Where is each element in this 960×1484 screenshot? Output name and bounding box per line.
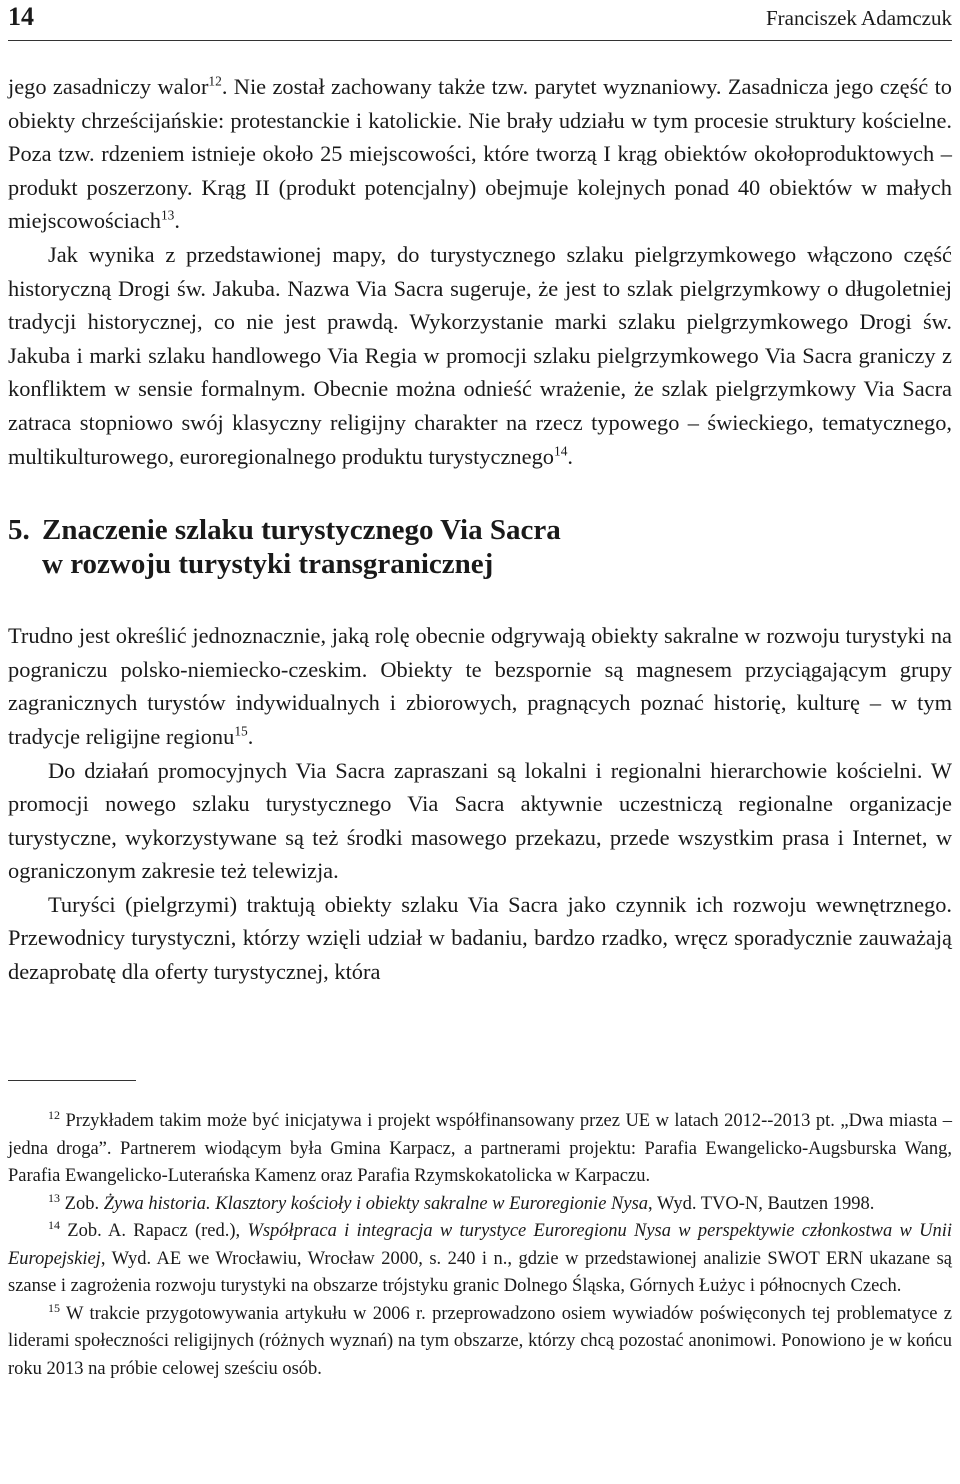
footnote-text: , Wyd. AE we Wrocławiu, Wrocław 2000, s. 240 i n., gdzie w przedstawionej analizie SWOT ERN ukazane są szanse i zagrożenia rozwoju turystyki na obszarze trójstyku granic Dolnego Śląska, Górnych Łużyc i północnych Czech. bbox=[8, 1248, 952, 1296]
section-title-line2: w rozwoju turystyki transgranicznej bbox=[42, 548, 494, 581]
footnote-title: Współpraca i integracja w turystyce Euroregionu Nysa w perspektywie członkostwa w Unii Europejskiej bbox=[8, 1221, 952, 1269]
footnote-divider bbox=[8, 1080, 136, 1081]
paragraph-text: . bbox=[247, 723, 254, 749]
footnote-number: 12 bbox=[48, 1107, 61, 1122]
footnote-ref: 15 bbox=[234, 723, 248, 739]
footnote-13 bbox=[8, 1191, 952, 1219]
footnote-text: W trakcie przygotowywania artykułu w 2006 r. przeprowadzono osiem wywiadów poświęconych tej problematyce z liderami społeczności religijnych (różnych wyznań) na tym obszarze, którzy chcą pozostać anonimowi. Ponowiono je w końcu roku 2013 na próbie celowej sześciu osób. bbox=[8, 1303, 952, 1379]
footnote-ref: 12 bbox=[208, 73, 222, 89]
footnote-14 bbox=[8, 1218, 952, 1301]
paragraph bbox=[8, 619, 952, 753]
footnote-text: Zob. bbox=[64, 1193, 104, 1214]
footnote-ref: 14 bbox=[553, 443, 568, 459]
paragraph-text: jego zasadniczy walor bbox=[8, 74, 209, 99]
paragraph-text: . bbox=[174, 208, 180, 234]
footnote-number: 14 bbox=[48, 1217, 61, 1232]
main-text bbox=[8, 70, 952, 989]
footnote-number: 15 bbox=[48, 1300, 61, 1315]
paragraph bbox=[8, 238, 952, 473]
running-head-author: Franciszek Adamczuk bbox=[765, 6, 952, 30]
footnote-text: Zob. A. Rapacz (red.), bbox=[67, 1221, 248, 1241]
section-title-line1: Znaczenie szlaku turystycznego Via Sacra bbox=[42, 514, 561, 547]
section-number: 5. bbox=[8, 514, 30, 547]
paragraph-text: . bbox=[567, 443, 574, 469]
footnote-text: , Wyd. TVO-N, Bautzen 1998. bbox=[648, 1193, 875, 1214]
footnote-12 bbox=[8, 1108, 952, 1191]
page-number: 14 bbox=[8, 2, 34, 31]
paragraph-text: Trudno jest określić jednoznacznie, jaką rolę obecnie odgrywają obiekty sakralne w rozwoju turystyki na pograniczu polsko-niemiecko-czeskim. Obiekty te bezspornie są magnesem przyciągającym grupy zagranicznych turystów indywidualnych i zbiorowych, pragnących poznać historię, kulturę – w tym tradycje religijne regionu bbox=[8, 623, 952, 749]
paragraph bbox=[8, 70, 952, 238]
footnote-ref: 13 bbox=[160, 207, 175, 223]
footnote-number: 13 bbox=[48, 1190, 61, 1205]
paragraph-text: . Nie został zachowany także tzw. parytet wyznaniowy. Zasadnicza jego część to obiekty chrześcijańskie: protestanckie i katolickie. Nie brały udziału w tym procesie struktury kościelne. Poza tzw. rdzeniem istnieje około 25 miejscowości, które tworzą I krąg obiektów okołoproduktowych – produkt poszerzony. Krąg II (produkt potencjalny) obejmuje kolejnych ponad 40 obiektów w małych miejscowościach bbox=[8, 74, 952, 234]
footnote-text: Przykładem takim może być inicjatywa i projekt współfinansowany przez UE w latach 2012--2013 pt. „Dwa miasta – jedna droga”. Partnerem wiodącym była Gmina Karpacz, a partnerami projektu: Parafia Ewangelicko-Augsburska Wang, Parafia Ewangelicko-Luterańska Kamenz oraz Parafia Rzymskokatolicka w Karpaczu. bbox=[8, 1111, 953, 1186]
footnote-title: Żywa historia. Klasztory kościoły i obiekty sakralne w Euroregionie Nysa bbox=[103, 1193, 649, 1214]
paragraph: Turyści (pielgrzymi) traktują obiekty szlaku Via Sacra jako czynnik ich rozwoju wewnętrznego. Przewodnicy turystyczni, którzy wzięli udział w badaniu, bardzo rzadko, wręcz sporadycznie zauważają dezaprobatę dla oferty turystycznej, która bbox=[8, 891, 952, 985]
section-heading bbox=[8, 513, 952, 581]
footnote-15 bbox=[8, 1301, 952, 1384]
footnotes bbox=[8, 1108, 952, 1383]
paragraph: Do działań promocyjnych Via Sacra zapraszani są lokalni i regionalni hierarchowie kościelni. W promocji nowego szlaku turystycznego Via Sacra aktywnie uczestniczą regionalne organizacje turystyczne, wykorzystywane są też środki masowego przekazu, przede wszystkim prasa i Internet, w ograniczonym zakresie też telewizja. bbox=[8, 757, 952, 884]
paragraph-text: Jak wynika z przedstawionej mapy, do turystycznego szlaku pielgrzymkowego włączono część historyczną Drogi św. Jakuba. Nazwa Via Sacra sugeruje, że jest to szlak pielgrzymkowy o długoletniej tradycji historycznej, co nie jest prawdą. Wykorzystanie marki szlaku pielgrzymkowego Drogi św. Jakuba i marki szlaku handlowego Via Regia w promocji szlaku pielgrzymkowego Via Sacra graniczy z konfliktem w sensie formalnym. Obecnie można odnieść wrażenie, że szlak pielgrzymkowy Via Sacra zatraca stopniowo swój klasyczny religijny charakter na rzecz typowego – świeckiego, tematycznego, multikulturowego, euroregionalnego produktu turystycznego bbox=[8, 241, 952, 469]
page-header bbox=[8, 0, 952, 41]
